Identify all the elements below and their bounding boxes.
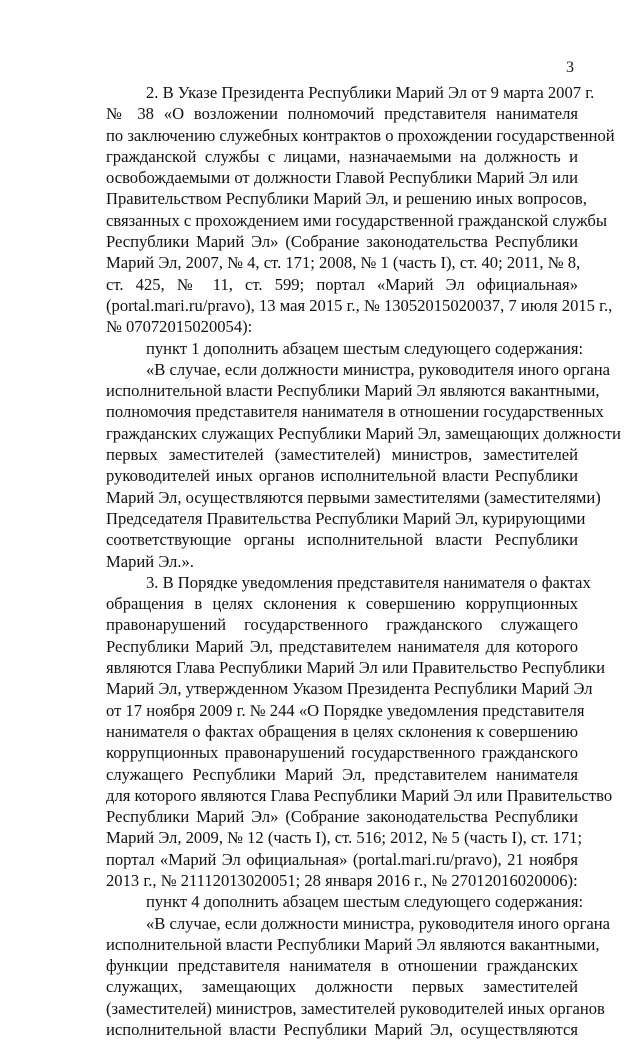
text-line: Марий Эл, 2009, № 12 (часть I), ст. 516; 2012, № 5 (часть I), ст. 171; (106, 828, 583, 848)
text-line: являются Глава Республики Марий Эл или Правительство Республики (106, 658, 605, 678)
text-line: первых заместителей (заместителей) министров, заместителей (106, 445, 578, 465)
text-line: 3. В Порядке уведомления представителя нанимателя о фактах (146, 572, 591, 592)
text-line: № 07072015020054): (106, 317, 253, 337)
text-line: 2013 г., № 21112013020051; 28 января 2016 г., № 27012016020006): (106, 870, 578, 890)
text-line: исполнительной власти Республики Марий Эл являются вакантными, (106, 934, 600, 954)
text-line: руководителей иных органов исполнительной власти Республики (106, 466, 578, 486)
text-line: пункт 4 дополнить абзацем шестым следующего содержания: (146, 892, 584, 912)
text-line: «В случае, если должности министра, руководителя иного органа (146, 913, 611, 933)
text-line: Марий Эл, утвержденном Указом Президента Республики Марий Эл (106, 679, 593, 699)
text-line: пункт 1 дополнить абзацем шестым следующего содержания: (146, 338, 584, 358)
document-body (106, 82, 621, 1040)
text-line: соответствующие органы исполнительной власти Республики (106, 530, 578, 550)
text-line: «В случае, если должности министра, руководителя иного органа (146, 359, 611, 379)
text-line: ст. 425, № 11, ст. 599; портал «Марий Эл официальная» (106, 274, 578, 294)
text-line: нанимателя о фактах обращения в целях склонения к совершению (106, 721, 578, 741)
text-line: (portal.mari.ru/pravo), 13 мая 2015 г., № 13052015020037, 7 июля 2015 г., (106, 295, 613, 315)
text-line: служащего Республики Марий Эл, представителем нанимателя (106, 764, 578, 784)
text-line: портал «Марий Эл официальная» (portal.mari.ru/pravo), 21 ноября (106, 849, 578, 869)
page-number: 3 (566, 59, 574, 76)
text-line: Марий Эл, 2007, № 4, ст. 171; 2008, № 1 (часть I), ст. 40; 2011, № 8, (106, 253, 581, 273)
text-line: 2. В Указе Президента Республики Марий Эл от 9 марта 2007 г. (146, 83, 595, 102)
text-line: от 17 ноября 2009 г. № 244 «О Порядке уведомления представителя (106, 700, 585, 720)
text-line: Республики Марий Эл» (Собрание законодательства Республики (106, 232, 578, 252)
text-line: правонарушений государственного гражданского служащего (106, 615, 578, 635)
text-line: гражданской службы с лицами, назначаемыми на должность и (106, 146, 578, 166)
text-line: коррупционных правонарушений государственного гражданского (106, 743, 578, 763)
text-line: Марий Эл, осуществляются первыми заместителями (заместителями) (106, 487, 601, 507)
text-line: для которого являются Глава Республики Марий Эл или Правительство (106, 785, 613, 805)
text-line: служащих, замещающих должности первых заместителей (106, 977, 578, 997)
text-line: Председателя Правительства Республики Марий Эл, курирующими (106, 508, 586, 528)
text-line: (заместителей) министров, заместителей руководителей иных органов (106, 998, 605, 1018)
text-line: Марий Эл.». (106, 551, 194, 571)
text-line: по заключению служебных контрактов о прохождении государственной (106, 125, 615, 145)
text-line: исполнительной власти Республики Марий Эл, осуществляются (106, 1020, 578, 1040)
text-line: обращения в целях склонения к совершению коррупционных (106, 594, 578, 614)
text-line: гражданских служащих Республики Марий Эл, замещающих должности (106, 423, 621, 443)
text-line: исполнительной власти Республики Марий Эл являются вакантными, (106, 381, 600, 401)
text-line: функции представителя нанимателя в отношении гражданских (106, 956, 578, 976)
text-line: освобождаемыми от должности Главой Республики Марий Эл или (106, 168, 578, 188)
text-line: № 38 «О возложении полномочий представителя нанимателя (106, 104, 578, 124)
text-line: Республики Марий Эл» (Собрание законодательства Республики (106, 807, 578, 827)
text-line: Республики Марий Эл, представителем нанимателя для которого (106, 636, 578, 656)
text-line: полномочия представителя нанимателя в отношении государственных (106, 402, 604, 422)
text-line: связанных с прохождением ими государственной гражданской службы (106, 210, 607, 230)
text-line: Правительством Республики Марий Эл, и решению иных вопросов, (106, 189, 587, 209)
